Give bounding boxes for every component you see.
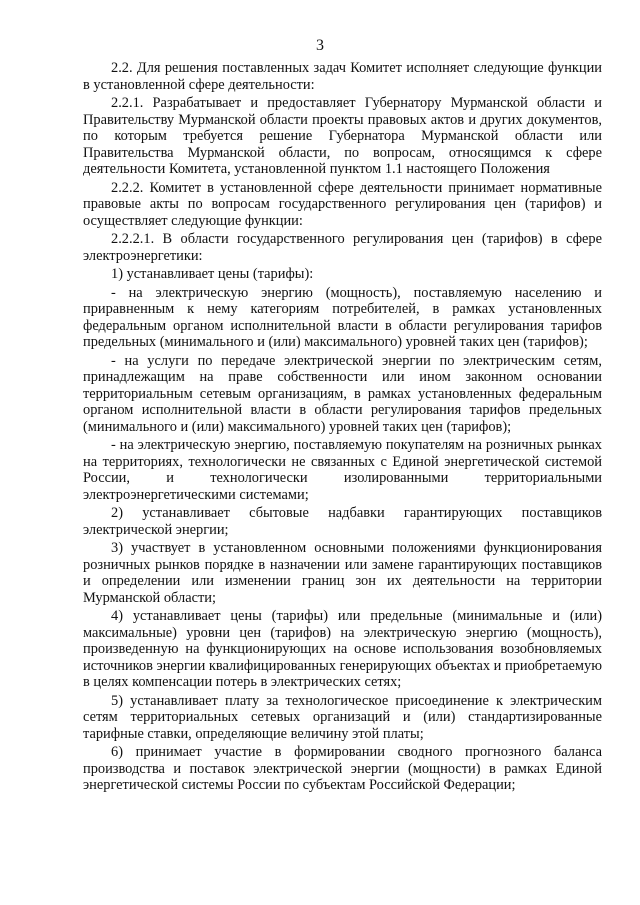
list-item-1: 1) устанавливает цены (тарифы):: [111, 266, 314, 282]
list-item-2: 2) устанавливает сбытовые надбавки гарантирующих поставщиков электрической энергии;: [83, 505, 602, 538]
list-item-3: 3) участвует в установленном основными положениями функционирования розничных рынков порядке в назначении или замене гарантирующих поставщиков и определении или изменении границ зон их деятельности на территории Мурманской области;: [83, 540, 602, 606]
page-number: 3: [316, 37, 324, 54]
document-body: [83, 60, 602, 796]
list-subitem-electricity-population: - на электрическую энергию (мощность), поставляемую населению и приравненным к нему категориям потребителей, в рамках установленных федеральным органом исполнительной власти в области регулирования тарифов предельных (минимального и (или) максимального) уровней таких цен (тарифов);: [83, 284, 602, 350]
paragraph-2-2-1: 2.2.1. Разрабатывает и предоставляет Губернатору Мурманской области и Правительству Мурманской области проекты правовых актов и других документов, по которым требуется решение Губернатора Мурманской области или Правительства Мурманской области, по вопросам, относящимся к сфере деятельности Комитета, установленной пунктом 1.1 настоящего Положения: [83, 95, 602, 177]
list-subitem-transmission-services: - на услуги по передаче электрической энергии по электрическим сетям, принадлежащим на праве собственности или ином законном основании территориальным сетевым организациям, в рамках установленных федеральным органом исполнительной власти в области регулирования тарифов предельных (минимального и (или) максимального) уровней таких цен (тарифов);: [83, 352, 602, 435]
list-item-5: 5) устанавливает плату за технологическое присоединение к электрическим сетям территориальных сетевых организаций и (или) стандартизированные тарифные ставки, определяющие величину этой платы;: [83, 692, 602, 742]
paragraph-2-2-2: 2.2.2. Комитет в установленной сфере деятельности принимает нормативные правовые акты по вопросам государственного регулирования цен (тарифов) и осуществляет следующие функции:: [83, 179, 602, 229]
list-item-6: 6) принимает участие в формировании сводного прогнозного баланса производства и поставок электрической энергии (мощности) в рамках Единой энергетической системы России по субъектам Российской Федерации;: [83, 744, 602, 793]
list-subitem-isolated-territories: - на электрическую энергию, поставляемую покупателям на розничных рынках на территориях, технологически не связанных с Единой энергетической системой России, и технологически изолированными территориальными электроэнергетическими системами;: [83, 437, 602, 503]
paragraph-2-2: 2.2. Для решения поставленных задач Комитет исполняет следующие функции в установленной сфере деятельности:: [83, 60, 602, 93]
paragraph-2-2-2-1: 2.2.2.1. В области государственного регулирования цен (тарифов) в сфере электроэнергетики:: [83, 231, 602, 264]
list-item-4: 4) устанавливает цены (тарифы) или предельные (минимальные и (или) максимальные) уровни цен (тарифов) на электрическую энергию (мощность), произведенную на функционирующих на основе использования возобновляемых источников энергии квалифицированных генерирующих объектах и приобретаемую в целях компенсации потерь в электрических сетях;: [83, 608, 602, 690]
